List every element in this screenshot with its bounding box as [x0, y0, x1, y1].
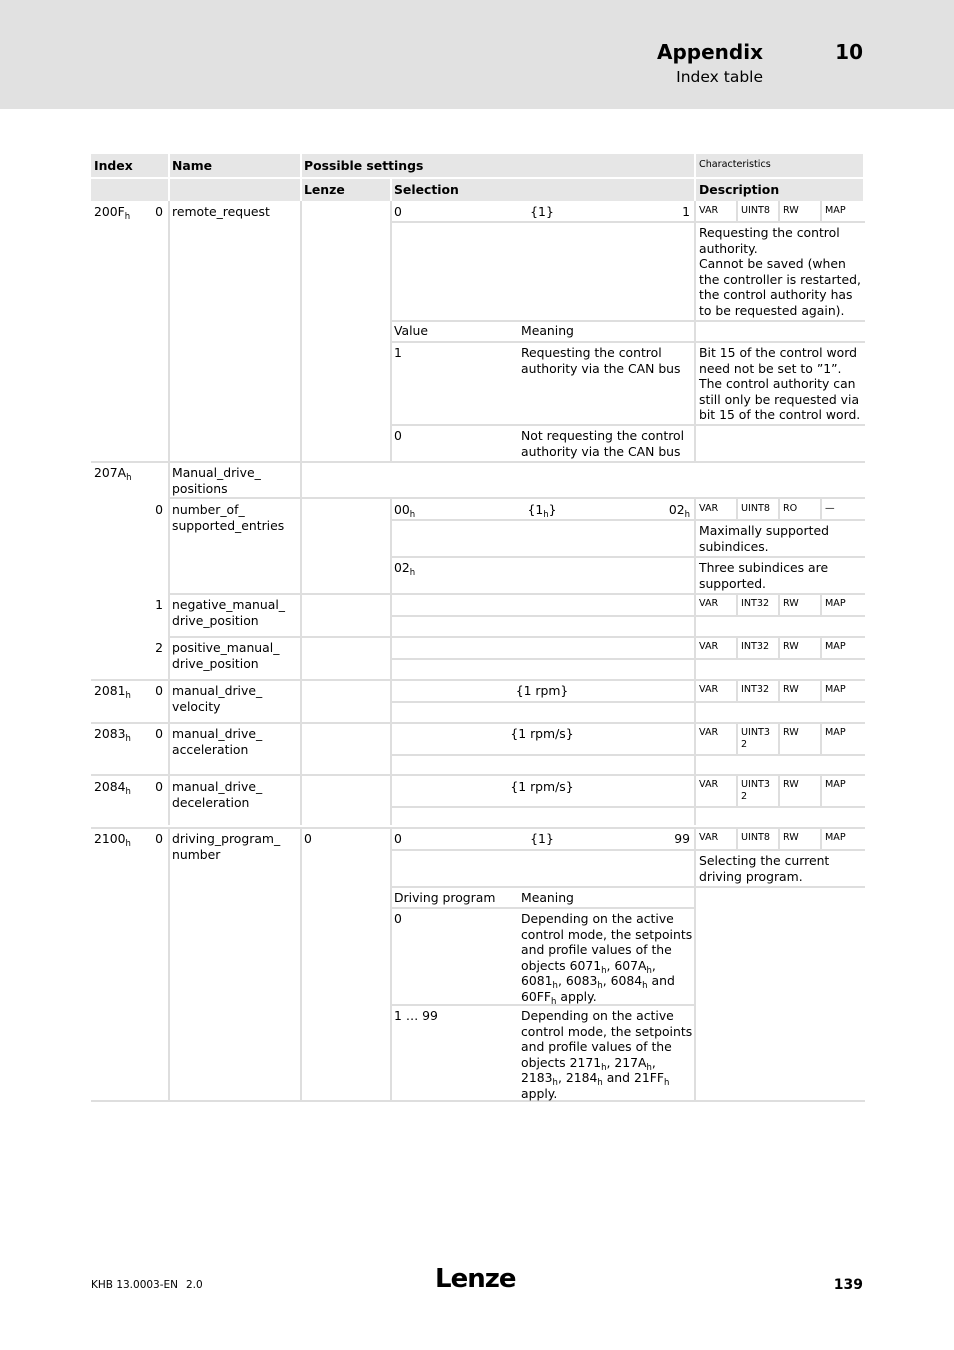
index-cell: $207A_h$: [94, 465, 132, 483]
char-type: INT32: [741, 684, 770, 695]
vline: [694, 499, 696, 825]
char-type: INT32: [741, 641, 770, 652]
vline: [694, 827, 696, 1100]
hline: [91, 774, 865, 776]
vline: [778, 681, 780, 701]
char-type: UINT8: [741, 503, 770, 514]
char-access: RW: [783, 205, 799, 216]
vline: [390, 201, 392, 461]
description-text: Selecting the current driving program.: [699, 853, 830, 884]
char-type: UINT8: [741, 205, 770, 216]
vline: [168, 463, 170, 825]
vline: [390, 827, 392, 1100]
char-var: VAR: [699, 598, 719, 609]
index-cell: $2081_h$: [94, 683, 131, 701]
vline: [168, 827, 170, 1100]
char-map: MAP: [825, 641, 846, 652]
th2-index-cell: [91, 179, 168, 201]
hline: [392, 221, 865, 223]
index-cell: $2084_h$: [94, 779, 131, 797]
th2-name-cell: [170, 179, 300, 201]
selection-step: {1 rpm/s}: [510, 779, 574, 794]
vline: [736, 681, 738, 701]
description-text: Requesting the control authority. Cannot be saved (when the controller is restarted, the control authority has to be requested again).: [699, 225, 861, 318]
index-cell: $2083_h$: [94, 726, 131, 744]
char-var: VAR: [699, 503, 719, 514]
subindex-cell: 0: [155, 502, 163, 517]
char-access: RW: [783, 727, 799, 738]
subindex-cell: 0: [155, 726, 163, 741]
hline: [392, 754, 865, 756]
char-map: MAP: [825, 779, 846, 790]
value-description: Bit 15 of the control word need not be set to ”1”. The control authority can still only be requested via bit 15 of the control word.: [699, 345, 861, 422]
subindex-cell: 2: [155, 640, 163, 655]
vline: [736, 595, 738, 615]
vline: [820, 724, 822, 754]
name-cell: Manual_drive_ positions: [172, 465, 261, 496]
meaning-cell: Depending on the active control mode, the setpoints and profile values of the objects $6071_h$, $607A_h$, $6081_h$, $6083_h$, $6084_h$ and $60FF_h$ apply.: [521, 911, 693, 1007]
selection-max: 1: [682, 204, 690, 219]
subindex-cell: 0: [155, 779, 163, 794]
vline: [820, 829, 822, 849]
value-cell: 1 … 99: [394, 1008, 438, 1023]
char-access: RW: [783, 684, 799, 695]
hline: [392, 907, 696, 909]
selection-min: $00_h$: [394, 502, 416, 520]
char-map: MAP: [825, 727, 846, 738]
char-access: RW: [783, 598, 799, 609]
name-cell: manual_drive_ acceleration: [172, 726, 263, 757]
document-number: KHB 13.0003-EN: [91, 1279, 179, 1291]
hline: [170, 636, 865, 638]
selection-min: 0: [394, 204, 402, 219]
vline: [300, 201, 302, 461]
subindex-cell: 0: [155, 204, 163, 219]
selection-min: 0: [394, 831, 402, 846]
page-number: 139: [833, 1277, 863, 1293]
th-characteristics: Characteristics: [699, 159, 771, 170]
char-map: MAP: [825, 684, 846, 695]
hline: [392, 658, 865, 660]
hline: [392, 320, 865, 322]
char-var: VAR: [699, 684, 719, 695]
vline: [778, 776, 780, 806]
char-var: VAR: [699, 779, 719, 790]
hline: [91, 722, 865, 724]
char-map: MAP: [825, 205, 846, 216]
selection-step: {1}: [530, 204, 554, 219]
hline: [170, 497, 865, 499]
vline: [820, 201, 822, 221]
name-cell: manual_drive_ velocity: [172, 683, 263, 714]
value-cell: 0: [394, 911, 402, 926]
th-selection: Selection: [394, 182, 459, 197]
vline: [820, 776, 822, 806]
vline: [390, 499, 392, 825]
hline: [392, 615, 865, 617]
value-header: Driving program: [394, 890, 496, 905]
name-cell: remote_request: [172, 204, 270, 219]
th-index: Index: [94, 158, 133, 173]
char-map: —: [825, 503, 835, 514]
header-band: [0, 0, 954, 109]
vline: [736, 776, 738, 806]
meaning-cell: Requesting the control authority via the CAN bus: [521, 345, 681, 376]
lenze-default: 0: [304, 831, 312, 846]
vline: [778, 201, 780, 221]
hline: [392, 556, 865, 558]
vline: [694, 201, 696, 461]
vline: [820, 638, 822, 658]
vline: [736, 829, 738, 849]
hline: [392, 519, 865, 521]
vline: [300, 827, 302, 1100]
char-var: VAR: [699, 641, 719, 652]
meaning-cell: Depending on the active control mode, the setpoints and profile values of the objects $2171_h$, $217A_h$, $2183_h$, $2184_h$ and $21FF_h$ apply.: [521, 1008, 693, 1101]
th-name: Name: [172, 158, 213, 173]
char-access: RW: [783, 832, 799, 843]
char-type: UINT3 2: [741, 779, 770, 802]
char-access: RO: [783, 503, 798, 514]
selection-step: {1 rpm/s}: [510, 726, 574, 741]
vline: [736, 201, 738, 221]
char-map: MAP: [825, 832, 846, 843]
index-cell: $200F_h$: [94, 204, 131, 222]
meaning-cell: Not requesting the control authority via the CAN bus: [521, 428, 685, 459]
char-var: VAR: [699, 727, 719, 738]
selection-max: $02_h$: [668, 502, 690, 520]
vline: [736, 724, 738, 754]
th-description: Description: [699, 182, 780, 197]
selection-step: {1 rpm}: [515, 683, 569, 698]
vline: [168, 201, 170, 461]
value-cell: 1: [394, 345, 402, 360]
vline: [778, 499, 780, 519]
vline: [820, 595, 822, 615]
name-cell: positive_manual_ drive_position: [172, 640, 280, 671]
meaning-header: Meaning: [521, 323, 574, 338]
hline: [91, 1100, 865, 1102]
hline: [91, 827, 865, 829]
hline: [392, 701, 865, 703]
char-type: INT32: [741, 598, 770, 609]
char-type: UINT3 2: [741, 727, 770, 750]
subindex-cell: 0: [155, 831, 163, 846]
value-cell: 0: [394, 428, 402, 443]
value-description: Three subindices are supported.: [699, 560, 829, 591]
th-lenze: Lenze: [304, 182, 345, 197]
vline: [820, 499, 822, 519]
char-map: MAP: [825, 598, 846, 609]
hline: [392, 849, 865, 851]
name-cell: driving_program_ number: [172, 831, 281, 862]
value-cell: $02_h$: [394, 560, 416, 578]
selection-step: {1}: [530, 831, 554, 846]
value-header: Value: [394, 323, 429, 338]
vline: [778, 829, 780, 849]
name-cell: manual_drive_ deceleration: [172, 779, 263, 810]
description-text: Maximally supported subindices.: [699, 523, 829, 554]
th-possible-settings: Possible settings: [304, 158, 424, 173]
vline: [736, 499, 738, 519]
chapter-title: Appendix: [657, 40, 763, 64]
section-subtitle: Index table: [676, 68, 763, 86]
hline: [91, 461, 865, 463]
hline: [392, 1004, 696, 1006]
index-cell: $2100_h$: [94, 831, 131, 849]
hline: [392, 341, 865, 343]
lenze-logo: Lenze: [435, 1264, 516, 1294]
subindex-cell: 0: [155, 683, 163, 698]
char-access: RW: [783, 779, 799, 790]
name-cell: negative_manual_ drive_position: [172, 597, 285, 628]
char-var: VAR: [699, 205, 719, 216]
hline: [170, 593, 865, 595]
vline: [736, 638, 738, 658]
chapter-number: 10: [835, 40, 863, 64]
char-type: UINT8: [741, 832, 770, 843]
char-access: RW: [783, 641, 799, 652]
name-cell: number_of_ supported_entries: [172, 502, 285, 533]
vline: [820, 681, 822, 701]
char-var: VAR: [699, 832, 719, 843]
hline: [91, 679, 865, 681]
meaning-header: Meaning: [521, 890, 574, 905]
selection-max: 99: [674, 831, 690, 846]
selection-step: $\{1_h\}$: [527, 502, 557, 520]
hline: [392, 424, 865, 426]
document-version: 2.0: [186, 1279, 203, 1291]
hline: [392, 886, 865, 888]
subindex-cell: 1: [155, 597, 163, 612]
vline: [300, 463, 302, 825]
vline: [778, 724, 780, 754]
vline: [778, 638, 780, 658]
hline: [392, 806, 865, 808]
vline: [778, 595, 780, 615]
